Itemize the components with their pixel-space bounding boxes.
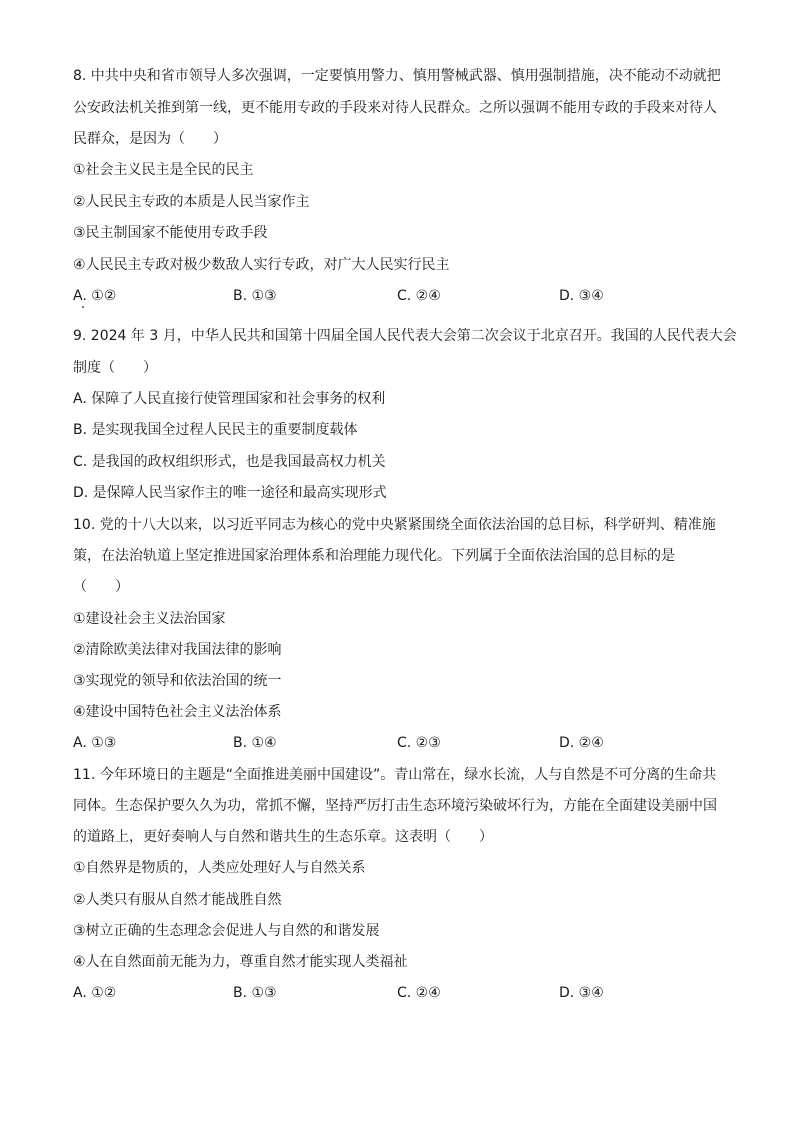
q8-option-c[interactable]: C. ②④ [397,288,441,304]
q11-stem-line-1: 11. 今年环境日的主题是“全面推进美丽中国建设”。青山常在，绿水长流，人与自然是不可分离的生命共 [73,767,717,783]
q11-option-a[interactable]: A. ①② [73,985,117,1001]
q10-item-1: ①建设社会主义法治国家 [73,611,226,627]
q11-stem-line-2: 同体。生态保护要久久为功，常抓不懈，坚持严厉打击生态环境污染破坏行为，方能在全面建设美丽中国 [73,798,717,814]
q8-item-4: ④人民民主专政对极少数敌人实行专政，对广大人民实行民主 [73,257,450,273]
q10-stem-line-1: 10. 党的十八大以来，以习近平同志为核心的党中央紧紧围绕全面依法治国的总目标，科学研判、精准施 [73,517,716,533]
q11-option-b[interactable]: B. ①③ [233,985,277,1001]
q11-option-c[interactable]: C. ②④ [397,985,441,1001]
q10-stem-line-2: 策，在法治轨道上坚定推进国家治理体系和治理能力现代化。下列属于全面依法治国的总目标的是 [73,548,675,564]
q8-option-a[interactable]: A. ①② [73,288,117,304]
q10-item-4: ④建设中国特色社会主义法治体系 [73,704,282,720]
q10-item-2: ②清除欧美法律对我国法律的影响 [73,642,282,658]
q11-option-d[interactable]: D. ③④ [559,985,604,1001]
q8-options [73,286,733,306]
q9-choice-d[interactable]: D. 是保障人民当家作主的唯一途径和最高实现形式 [73,485,387,501]
q8-stem-line-2: 公安政法机关推到第一线，更不能用专政的手段来对待人民群众。之所以强调不能用专政的手段来对待人 [73,100,717,116]
q11-options [73,983,733,1003]
q8-stem-line-3: 民群众，是因为（ ） [73,131,227,147]
q11-item-2: ②人类只有服从自然才能战胜自然 [73,892,282,908]
q11-item-4: ④人在自然面前无能为力，尊重自然才能实现人类福祉 [73,954,408,970]
stray-dot [82,306,84,308]
q10-item-3: ③实现党的领导和依法治国的统一 [73,673,282,689]
q11-item-3: ③树立正确的生态理念会促进人与自然的和谐发展 [73,923,380,939]
q10-option-c[interactable]: C. ②③ [397,735,441,751]
q8-item-1: ①社会主义民主是全民的民主 [73,162,254,178]
q11-stem-line-3: 的道路上，更好奏响人与自然和谐共生的生态乐章。这表明（ ） [73,829,493,845]
q11-item-1: ①自然界是物质的，人类应处理好人与自然关系 [73,860,366,876]
q9-choice-a[interactable]: A. 保障了人民直接行使管理国家和社会事务的权利 [73,391,386,407]
q9-choice-b[interactable]: B. 是实现我国全过程人民民主的重要制度载体 [73,422,358,438]
q10-stem-line-3: （ ） [73,579,129,595]
q10-option-a[interactable]: A. ①③ [73,735,117,751]
q8-option-d[interactable]: D. ③④ [559,288,604,304]
q9-stem-line-2: 制度（ ） [73,360,157,376]
q10-option-d[interactable]: D. ②④ [559,735,604,751]
q8-stem-line-1: 8. 中共中央和省市领导人多次强调，一定要慎用警力、慎用警械武器、慎用强制措施，决不能动不动就把 [73,68,721,84]
q8-item-2: ②人民民主专政的本质是人民当家作主 [73,194,310,210]
q9-stem-line-1: 9. 2024 年 3 月，中华人民共和国第十四届全国人民代表大会第二次会议于北京召开。我国的人民代表大会 [73,328,737,344]
q9-choice-c[interactable]: C. 是我国的政权组织形式，也是我国最高权力机关 [73,454,386,470]
q8-item-3: ③民主制国家不能使用专政手段 [73,225,268,241]
q10-options [73,733,733,753]
q8-option-b[interactable]: B. ①③ [233,288,277,304]
q10-option-b[interactable]: B. ①④ [233,735,277,751]
